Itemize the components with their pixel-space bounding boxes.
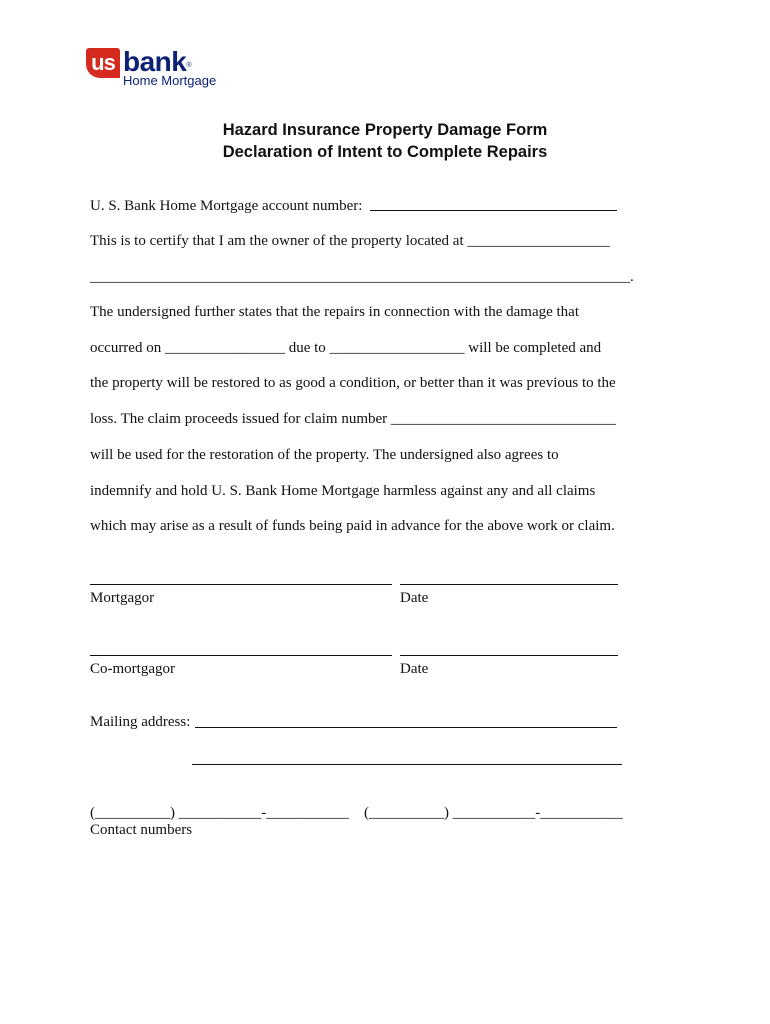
- contact-number-field-1[interactable]: (__________) ___________-___________: [90, 805, 349, 821]
- property-address-line[interactable]: ________________________________________________________________________.: [90, 269, 634, 285]
- mortgagor-label: Mortgagor: [90, 590, 155, 606]
- mailing-address-field-2[interactable]: [192, 764, 622, 765]
- paragraph-line-1: The undersigned further states that the repairs in connection with the damage that: [90, 304, 580, 320]
- mailing-address-label: Mailing address:: [90, 714, 191, 730]
- paragraph-line-4: loss. The claim proceeds issued for claim number ______________________________: [90, 411, 616, 427]
- paragraph-line-5: will be used for the restoration of the property. The undersigned also agrees to: [90, 447, 559, 463]
- form-subtitle: Declaration of Intent to Complete Repairs: [222, 143, 548, 161]
- registered-mark: ®: [186, 62, 192, 69]
- logo-mark: us: [86, 48, 120, 78]
- mortgagor-date-field[interactable]: [400, 584, 618, 585]
- paragraph-line-2: occurred on ________________ due to __________________ will be completed and: [90, 340, 602, 356]
- mortgagor-signature-field[interactable]: [90, 584, 392, 585]
- mortgagor-date-label: Date: [400, 590, 429, 606]
- logo-subtitle: Home Mortgage: [123, 73, 217, 88]
- account-number-field[interactable]: [370, 210, 617, 211]
- logo-wordmark: bank®: [123, 46, 192, 77]
- mailing-address-field-1[interactable]: [195, 727, 617, 728]
- co-mortgagor-date-label: Date: [400, 661, 429, 677]
- paragraph-line-3: the property will be restored to as good a condition, or better than it was previous to the: [90, 375, 616, 391]
- form-title: Hazard Insurance Property Damage Form: [222, 121, 548, 139]
- contact-numbers-label: Contact numbers: [90, 822, 193, 838]
- us-bank-logo: [86, 46, 246, 92]
- co-mortgagor-date-field[interactable]: [400, 655, 618, 656]
- contact-number-field-2[interactable]: (__________) ___________-___________: [364, 805, 623, 821]
- co-mortgagor-signature-field[interactable]: [90, 655, 392, 656]
- certify-text: This is to certify that I am the owner of the property located at ___________________: [90, 233, 610, 249]
- paragraph-line-6: indemnify and hold U. S. Bank Home Mortgage harmless against any and all claims: [90, 483, 596, 499]
- co-mortgagor-label: Co-mortgagor: [90, 661, 175, 677]
- paragraph-line-7: which may arise as a result of funds being paid in advance for the above work or claim.: [90, 518, 615, 534]
- account-number-label: U. S. Bank Home Mortgage account number:: [90, 198, 363, 214]
